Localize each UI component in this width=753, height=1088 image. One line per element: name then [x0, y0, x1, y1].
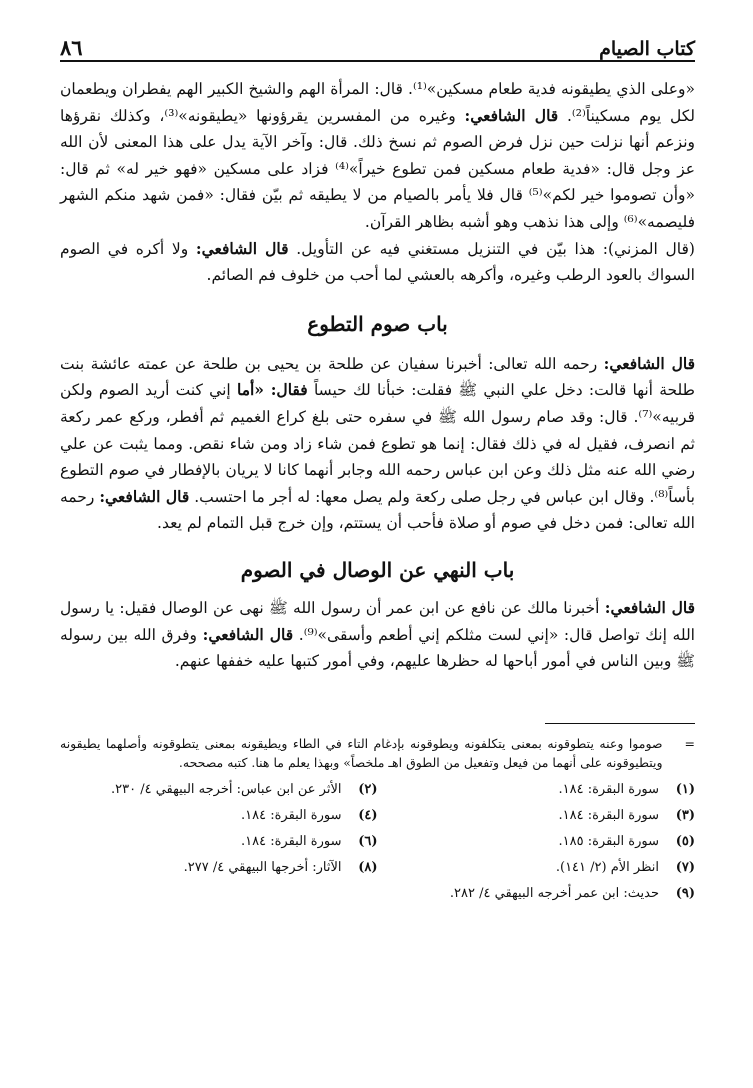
footnote-number: (٥) [675, 833, 695, 849]
footnote-list [60, 778, 695, 906]
footnote-number: (٩) [675, 885, 695, 901]
section-heading-wisal: باب النهي عن الوصال في الصوم [240, 557, 515, 582]
footnote-item [60, 778, 378, 802]
text-run: إني كنت أريد الصوم ولكن قربيه»⁽⁷⁾. قال: وقد صام رسول الله ﷺ في سفره حتى بلغ كراع الغميم ثم أفطر، وركع عمر ركعة ثم انصرف، فقيل له في ذلك فقال: إنما هو تطوع فمن شاء زاد ومن شاء نقص. ومما يثبت عن علي رضي الله عنه مثل ذلك وعن ابن عباس رحمه الله وجابر أنهما كانا لا يريان بالإفطار في صوم التطوع بأساً⁽⁸⁾. وقال ابن عباس في رجل صلى ركعة ولم يصل معها: له أجر ما احتسب. [60, 381, 695, 506]
footnote-text: سورة البقرة: ١٨٥. [558, 833, 659, 849]
text-run: وغيره من المفسرين يقرؤونها «يطيقونه»⁽³⁾، وكذلك نقرؤها ونزعم أنها نزلت حين نزل فرض الصوم ثم نسخ ذلك. قال: وآخر الآية يدل على هذا المعنى لأن الله عز وجل قال: «فدية طعام مسكين فمن تطوع خيراً»⁽⁴⁾ فزاد على مسكين «فهو خير له» ثم قال: «وأن تصوموا خير لكم»⁽⁵⁾ قال فلا يأمر بالصيام من لا يطيقه ثم بيّن فقال: «فمن شهد منكم الشهر فليصمه»⁽⁶⁾ وإلى هذا نذهب وهو أشبه بظاهر القرآن. [60, 106, 695, 231]
footnote-text: سورة البقرة: ١٨٤. [241, 833, 342, 849]
text-run: وفرق الله بين رسوله ﷺ وبين الناس في أمور أباحها له حظرها عليهم، وفي أمور كتبها عليه خففها عنهم. [60, 625, 695, 671]
section-heading-voluntary-fasting: باب صوم التطوع [307, 311, 448, 336]
footnote-number: (٣) [675, 807, 695, 823]
text-run: ولا أكره في الصوم السواك بالعود الرطب وغيره، وأكرهه بالعشي لما أحب من خلوف فم الصائم. [60, 239, 695, 285]
paragraph-wisal [60, 595, 695, 675]
footnote-number: (٨) [358, 859, 378, 875]
footnote-item [378, 804, 696, 828]
footnote-number: (٧) [675, 859, 695, 875]
footnote-text: سورة البقرة: ١٨٤. [241, 807, 342, 823]
paragraph-fasting-verse [60, 76, 695, 236]
footnote-text: سورة البقرة: ١٨٤. [558, 807, 659, 823]
text-run: رحمه الله تعالى: أخبرنا سفيان عن طلحة بن يحيى بن طلحة عن عمته عائشة بنت طلحة أنها قالت: دخل علي النبي ﷺ فقلت: خبأنا لك حيساً [60, 354, 695, 400]
speaker-label: قال الشافعي: [99, 486, 190, 506]
paragraph-muzani [60, 236, 695, 289]
footnote-item [60, 882, 695, 906]
speaker-label: قال الشافعي: [604, 597, 695, 617]
text-run: أخبرنا مالك عن نافع عن ابن عمر أن رسول الله ﷺ نهى عن الوصال فقيل: يا رسول الله إنك تواصل قال: «إني لست مثلكم إني أطعم وأسقى»⁽⁹⁾. [60, 598, 695, 644]
footnote-item [378, 856, 696, 880]
footnote-separator [545, 723, 695, 724]
speaker-label: قال الشافعي: [202, 624, 294, 644]
footnote-item [60, 830, 378, 854]
paragraph-voluntary-fasting [60, 351, 695, 537]
book-page [60, 22, 695, 906]
footnote-text: الأثر عن ابن عباس: أخرجه البيهقي ٤/ ٢٣٠. [110, 781, 342, 797]
text-run: رحمه الله تعالى: فمن دخل في صوم أو صلاة فأحب أن يستتم، وإن خرج قبل التمام لم يعد. [60, 487, 695, 533]
footnote-text: الآثار: أخرجها البيهقي ٤/ ٢٧٧. [183, 859, 342, 875]
footnote-number: (٢) [358, 781, 378, 797]
footnote-text: حديث: ابن عمر أخرجه البيهقي ٤/ ٢٨٢. [449, 885, 659, 901]
footnote-number: (٤) [358, 807, 378, 823]
footnote-number: (١) [675, 781, 695, 797]
footnote-item [60, 804, 378, 828]
footnote-continuation [60, 734, 695, 772]
footnote-continuation-text: صوموا وعنه يتطوقونه بمعنى يتكلفونه ويطوقونه بإدغام التاء في الطاء ويطيقونه بمعنى يتطوقونه وأصلهما يطيقونه ويتطيوقونه على أنهما من فيعل وتفعيل من الطوق اهـ ملخصاً» وبهذا يعلم ما هنا. كتبه مصححه. [60, 735, 663, 770]
text-run: (قال المزني): هذا بيّن في التنزيل مستغني فيه عن التأويل. [296, 239, 695, 258]
page-number: ٨٦ [60, 35, 83, 60]
text-run: «وعلى الذي يطيقونه فدية طعام مسكين»⁽¹⁾. قال: المرأة الهم والشيخ الكبير الهم يفطران ويطعمان لكل يوم مسكيناً⁽²⁾. [60, 80, 695, 125]
footnote-text: انظر الأم (٢/ ١٤١). [555, 859, 659, 875]
running-title: كتاب الصيام [599, 38, 695, 60]
footnote-number: (٦) [358, 833, 378, 849]
footnote-item [378, 830, 696, 854]
speaker-label: قال الشافعي: [603, 353, 695, 373]
footnote-item [60, 856, 378, 880]
speaker-label: قال الشافعي: [464, 105, 559, 125]
continuation-mark: = [684, 735, 695, 751]
footnote-item [378, 778, 696, 802]
page-header [60, 22, 695, 60]
header-rule [60, 60, 695, 62]
footnote-text: سورة البقرة: ١٨٤. [558, 781, 659, 797]
speaker-label: قال الشافعي: [195, 238, 289, 258]
speaker-label: فقال: «أما [236, 380, 308, 400]
